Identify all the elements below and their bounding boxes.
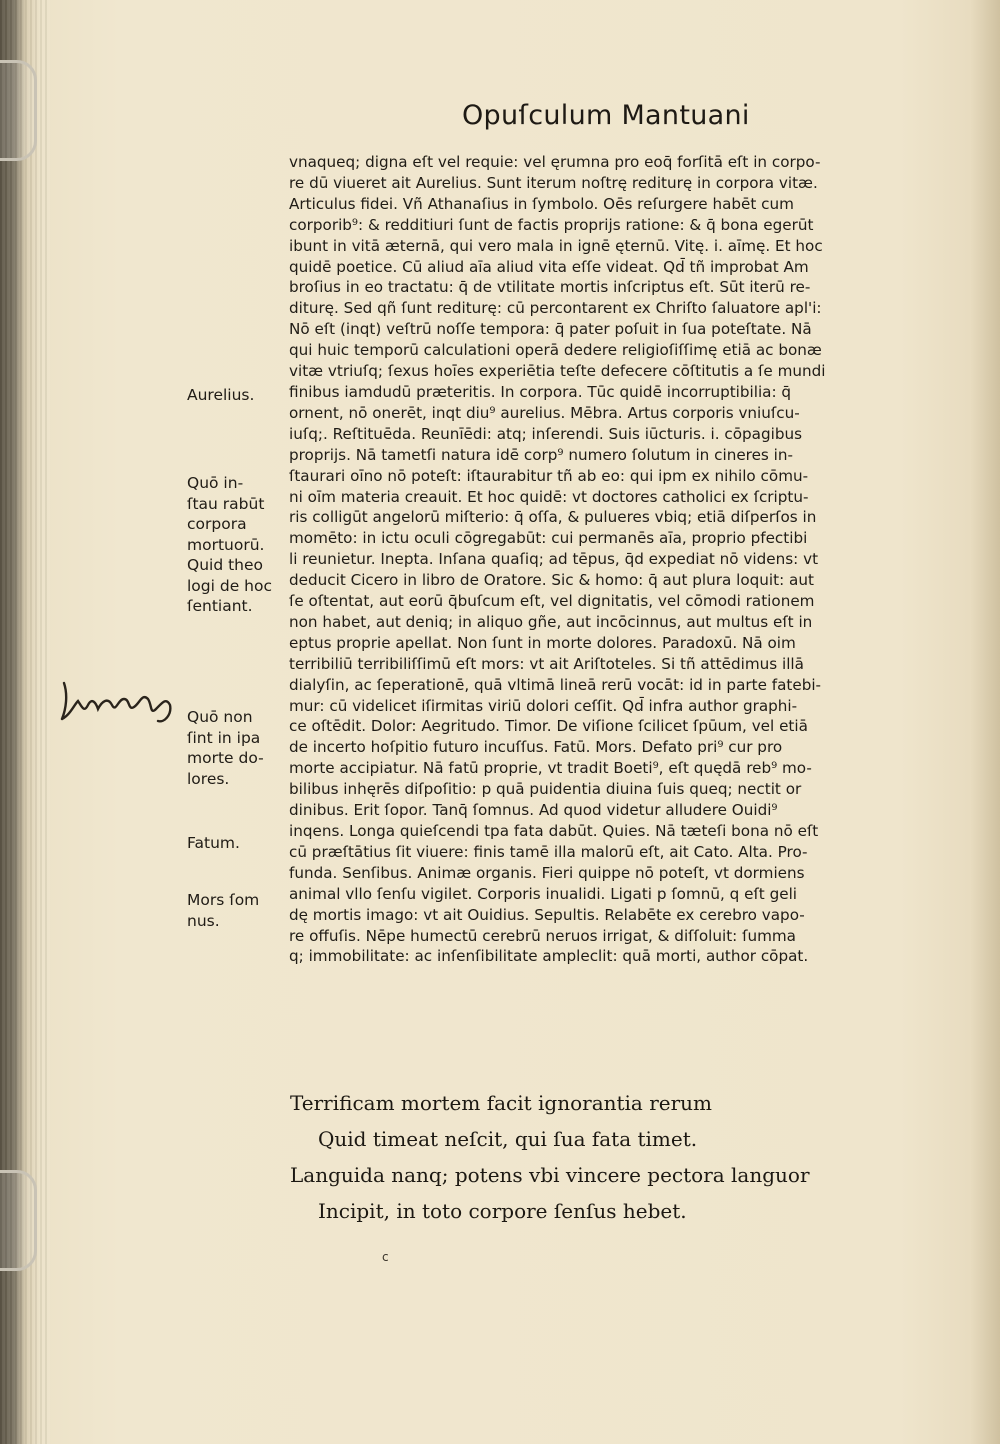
margin-note-resurrection: Quō in- ſtau rabūt corpora mortuorū. Quid theo logi de hoc ſentiant. bbox=[187, 474, 272, 615]
margin-note-mors-somnus: Mors ſom nus. bbox=[187, 891, 260, 930]
margin-note-fatum: Fatum. bbox=[187, 834, 240, 852]
margin-note-aurelius: Aurelius. bbox=[187, 386, 255, 404]
body-line: ornent, nō onerēt, inqt diu⁹ aurelius. Mēbra. Artus corporis vniuſcu- bbox=[289, 403, 800, 422]
body-line: vitæ vtriuſq; ſexus hoīes experiētia teſte defecere cōſtitutis a ſe mundi bbox=[289, 362, 826, 381]
bleed-through-offset bbox=[205, 150, 280, 210]
body-line: ris colligūt angelorū miſterio: q̄ oſſa, & pulueres vbiq; etiā diſperſos in bbox=[289, 508, 817, 527]
binding-clip-top bbox=[0, 60, 37, 161]
signature-mark: c bbox=[382, 1250, 389, 1264]
body-line: ce oſtēdit. Dolor: Aegritudo. Timor. De viſione ſcilicet ſpūum, vel etiā bbox=[289, 717, 808, 736]
body-line: q; immobilitate: ac inſenſibilitate ampleclit: quā morti, author cōpat. bbox=[289, 947, 809, 966]
body-line: bilibus inhęrēs diſpoſitio: p quā puidentia diuina ſuis queq; nectit or bbox=[289, 780, 802, 799]
body-line: terribiliū terribiliſſimū eſt mors: vt ait Ariſtoteles. Si tñ attēdimus illā bbox=[289, 654, 804, 673]
body-line: qui huic temporū calculationi operā dedere religioſiſſimę etiā ac bonæ bbox=[289, 341, 822, 360]
body-line: de incerto hoſpitio futuro incuſſus. Fatū. Mors. Defato pri⁹ cur pro bbox=[289, 738, 783, 757]
body-line: corporib⁹: & redditiuri ſunt de factis proprijs ratione: & q̄ bona egerūt bbox=[289, 215, 814, 234]
body-line: non habet, aut deniq; in aliquo gñe, aut incōcinnus, aut multus eſt in bbox=[289, 612, 813, 631]
body-line: dialyſin, ac ſeperationē, quā vltimā lineā rerū vocāt: id in parte fatebi- bbox=[289, 675, 822, 694]
body-line: animal vllo ſenſu vigilet. Corporis inualidi. Ligati p ſomnū, q eſt geli bbox=[289, 884, 798, 903]
body-line: ni oīm materia creauit. Et hoc quidē: vt doctores catholici ex ſcriptu- bbox=[289, 487, 809, 506]
body-line: deducit Cicero in libro de Oratore. Sic & homo: q̄ aut plura loquit: aut bbox=[289, 571, 814, 590]
body-line: ibunt in vitā æternā, qui vero mala in ignē ęternū. Vitę. i. aīmę. Et hoc bbox=[289, 236, 823, 255]
binding-clip-bottom bbox=[0, 1170, 37, 1271]
margin-note-no-pain: Quō non ſint in ipa morte do- lores. bbox=[187, 708, 264, 788]
verse-line: Terrificam mortem facit ignorantia rerum bbox=[290, 1091, 713, 1115]
body-line: quidē poetice. Cū aliud aīa aliud vita eſſe videat. Qd̄ tñ improbat Am bbox=[289, 257, 809, 276]
body-line: eptus proprie apellat. Non ſunt in morte dolores. Paradoxū. Nā oim bbox=[289, 633, 796, 652]
body-line: vnaqueq; digna eſt vel requie: vel ęrumna pro eoq̄ forſitā eſt in corpo- bbox=[289, 153, 821, 171]
body-line: momēto: in ictu oculi cōgregabūt: cui permanēs aīa, proprio pfectibi bbox=[289, 529, 808, 548]
verse-line: Quid timeat neſcit, qui ſua fata timet. bbox=[318, 1127, 698, 1151]
body-line: mur: cū videlicet iſirmitas viriū dolori ceſſit. Qd̄ infra author graphi- bbox=[289, 696, 798, 715]
body-line: iuſq;. Reſtituēda. Reunīēdi: atq; inſerendi. Suis iūcturis. i. cōpagibus bbox=[289, 424, 803, 443]
body-line: dinibus. Erit ſopor. Tanq̄ ſomnus. Ad quod videtur alludere Ouidi⁹ bbox=[289, 801, 778, 820]
body-line: finibus iamdudū præteritis. In corpora. Tūc quidē incorruptibilia: q̄ bbox=[289, 382, 792, 401]
body-line: re dū viueret ait Aurelius. Sunt iterum noſtrę rediturę in corpora vitæ. bbox=[289, 173, 818, 192]
body-line: li reunietur. Inepta. Inſana quaſiq; ad tēpus, q̄d expediat nō videns: vt bbox=[289, 550, 819, 569]
body-line: proprijs. Nā tametſi natura idē corp⁹ numero ſolutum in cineres in- bbox=[289, 445, 793, 464]
body-line: diturę. Sed qñ ſunt rediturę: cū percontarent ex Chriſto ſaluatore apl'i: bbox=[289, 299, 822, 318]
body-line: re offuſis. Nēpe humectū cerebrū neruos irrigat, & diſſoluit: ſumma bbox=[289, 926, 796, 945]
body-text bbox=[289, 152, 909, 967]
body-line: funda. Senſibus. Animæ organis. Fieri quippe nō poteſt, vt dormiens bbox=[289, 863, 805, 882]
body-line: dę mortis imago: vt ait Ouidius. Sepultis. Relabēte ex cerebro vapo- bbox=[289, 905, 805, 924]
running-title: Opuſculum Mantuani bbox=[462, 100, 750, 131]
body-line: ſtaurari oīno nō poteſt: iſtaurabitur tñ ab eo: qui ipm ex nihilo cōmu- bbox=[289, 466, 809, 485]
body-line: Articulus fidei. Vñ Athanaſius in ſymbolo. Oēs reſurgere habēt cum bbox=[289, 194, 794, 213]
verse-line: Incipit, in toto corpore ſenſus hebet. bbox=[318, 1199, 687, 1223]
verse-block bbox=[290, 1085, 930, 1229]
body-line: broſius in eo tractatu: q̄ de vtilitate mortis inſcriptus eſt. Sūt iterū re- bbox=[289, 278, 811, 297]
handwritten-marginalia bbox=[58, 675, 188, 725]
body-line: cū præſtātius ſit viuere: finis tamē illa malorū eſt, ait Cato. Alta. Pro- bbox=[289, 842, 808, 861]
verse-line: Languida nanq; potens vbi vincere pectora languor bbox=[290, 1163, 810, 1187]
body-line: Nō eſt (inqt) veſtrū noſſe tempora: q̄ pater poſuit in ſua poteſtate. Nā bbox=[289, 320, 812, 339]
body-line: inqens. Longa quieſcendi tpa fata dabūt. Quies. Nā tæteſi bona nō eſt bbox=[289, 822, 819, 840]
body-line: morte accipiatur. Nā fatū proprie, vt tradit Boeti⁹, eſt quędā reb⁹ mo- bbox=[289, 759, 812, 778]
body-line: ſe oſtentat, aut eorū q̄buſcum eſt, vel dignitatis, vel cōmodi rationem bbox=[289, 592, 815, 611]
